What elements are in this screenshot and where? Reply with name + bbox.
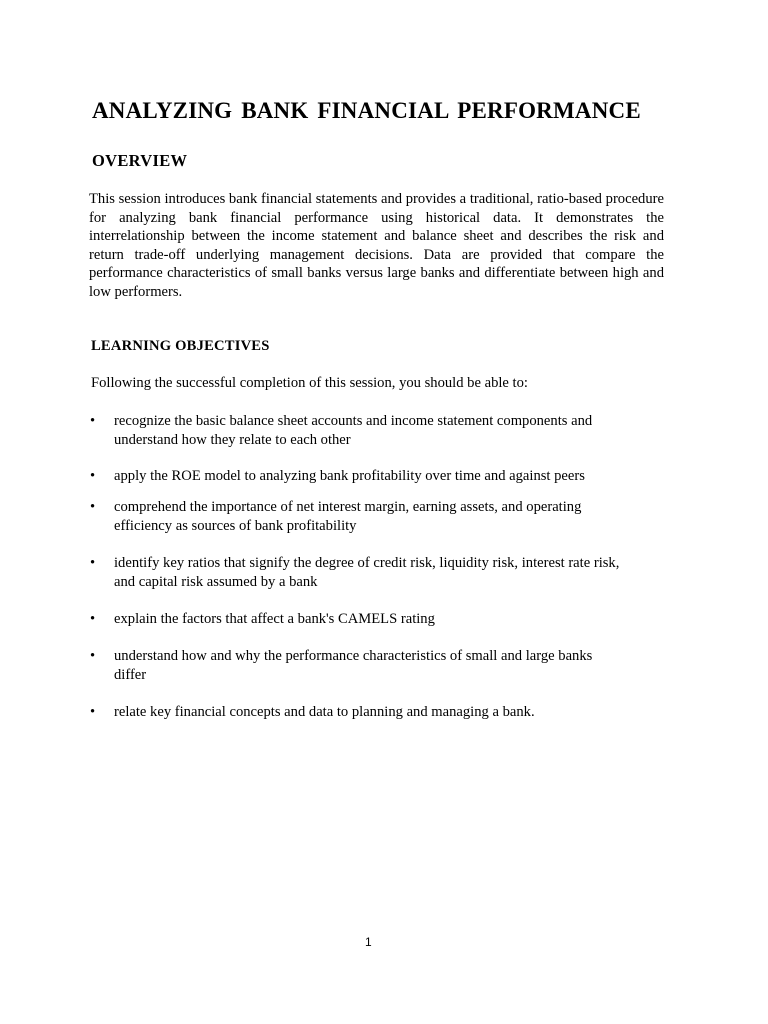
- objective-text: explain the factors that affect a bank's CAMELS rating: [114, 611, 435, 627]
- bullet-icon: •: [90, 648, 96, 664]
- objectives-intro: Following the successful completion of this session, you should be able to:: [91, 375, 528, 391]
- learning-objectives-heading: LEARNING OBJECTIVES: [91, 338, 270, 354]
- objective-text: understand how and why the performance characteristics of small and large banks differ: [114, 648, 593, 683]
- objective-text: identify key ratios that signify the degree of credit risk, liquidity risk, interest rate risk, and capital risk assumed by a bank: [114, 555, 620, 590]
- bullet-icon: •: [90, 468, 96, 484]
- objective-text: comprehend the importance of net interest margin, earning assets, and operating efficiency as sources of bank profitability: [114, 499, 582, 534]
- bullet-icon: •: [90, 611, 96, 627]
- objective-text: relate key financial concepts and data to planning and managing a bank.: [114, 704, 535, 720]
- bullet-icon: •: [90, 413, 96, 429]
- bullet-icon: •: [90, 555, 96, 571]
- objective-text: recognize the basic balance sheet accounts and income statement components and understand how they relate to each other: [114, 413, 593, 448]
- overview-paragraph: This session introduces bank financial statements and provides a traditional, ratio-based procedure for analyzing bank financial performance using historical data. It demonstrates the interrelationship between the income statement and balance sheet and describes the risk and return trade-off underlying management decisions. Data are provided that compare the performance characteristics of small banks versus large banks and differentiate between high and low performers.: [89, 191, 664, 300]
- page-number: 1: [365, 935, 372, 949]
- document-title: ANALYZING BANK FINANCIAL PERFORMANCE: [92, 98, 641, 123]
- objective-text: apply the ROE model to analyzing bank profitability over time and against peers: [114, 468, 585, 484]
- bullet-icon: •: [90, 704, 96, 720]
- overview-heading: OVERVIEW: [92, 151, 188, 170]
- bullet-icon: •: [90, 499, 96, 515]
